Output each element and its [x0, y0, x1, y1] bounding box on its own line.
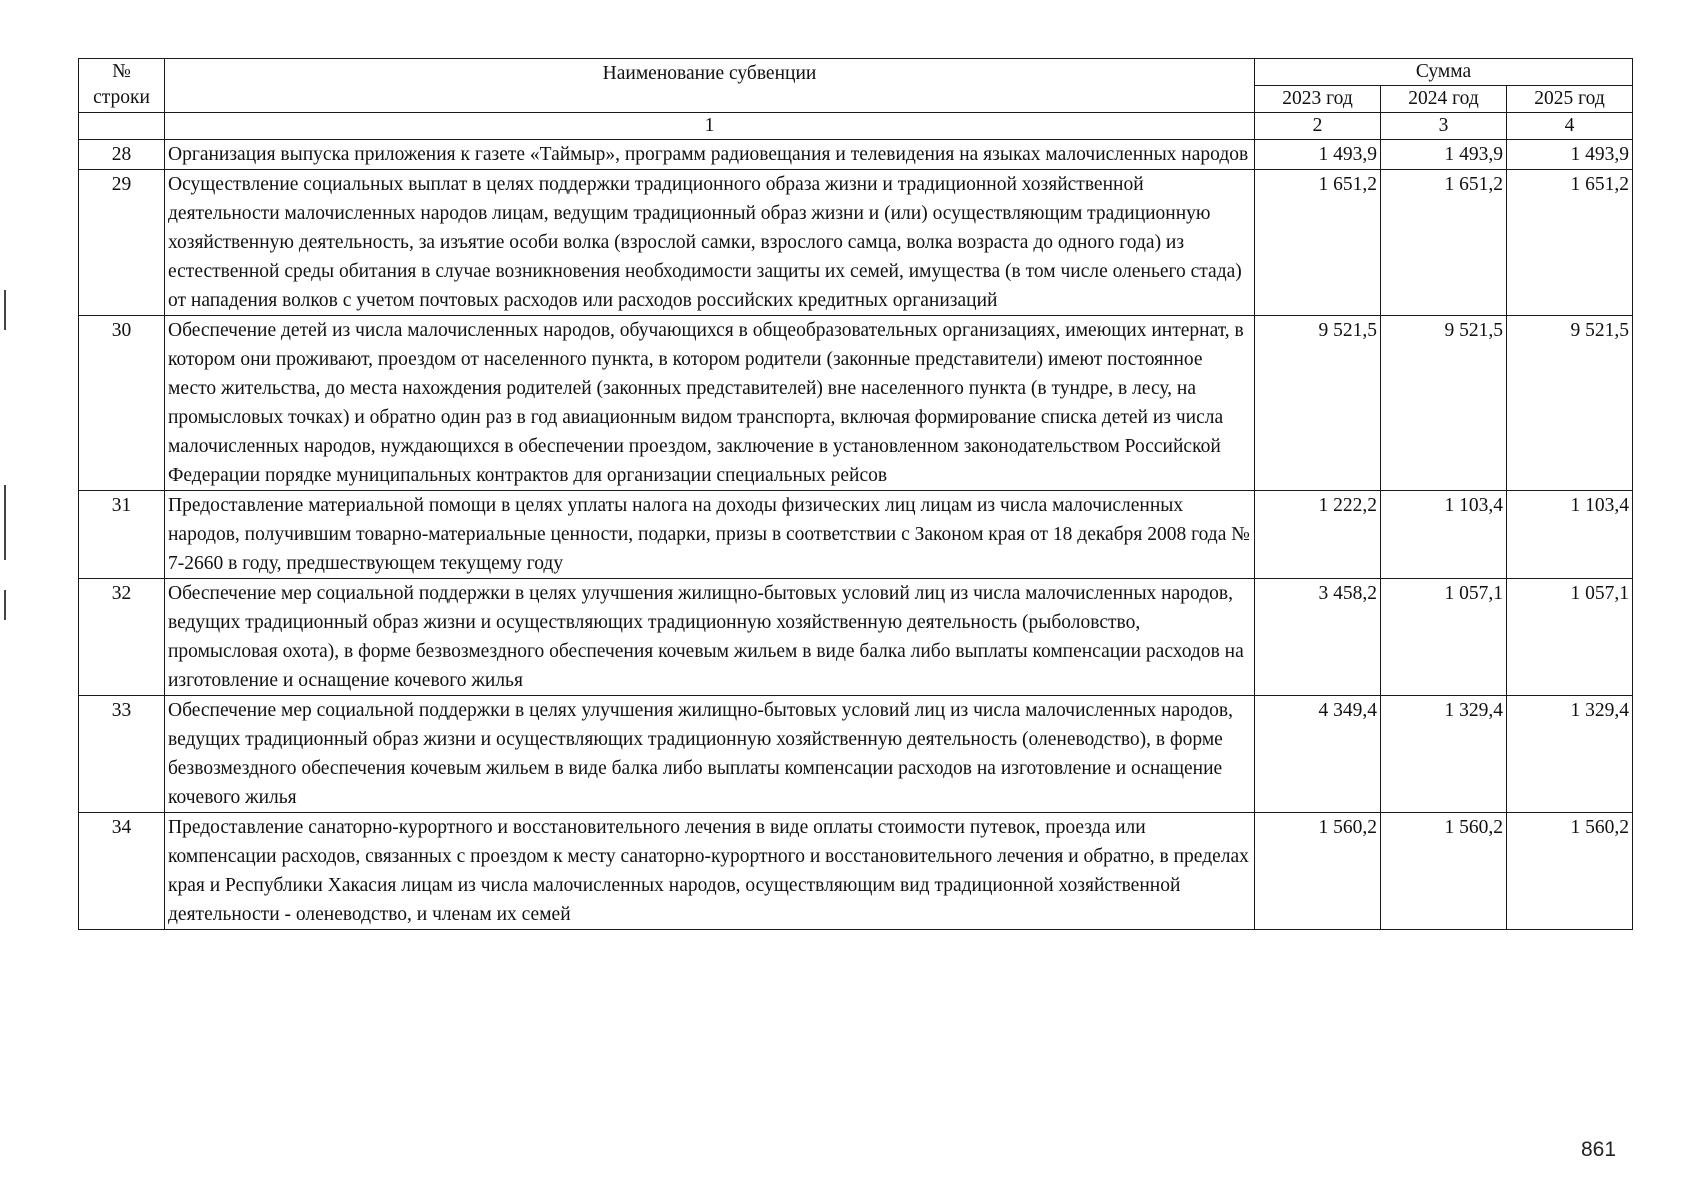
amount-2024: 1 651,2 [1381, 170, 1507, 316]
amount-2024: 1 493,9 [1381, 140, 1507, 170]
table-row [79, 696, 1633, 813]
year-header-2023: 2023 год [1255, 86, 1381, 113]
year-header-2024: 2024 год [1381, 86, 1507, 113]
amount-2025: 9 521,5 [1507, 316, 1633, 491]
amount-2025: 1 560,2 [1507, 813, 1633, 930]
amount-2024: 1 057,1 [1381, 579, 1507, 696]
amount-2025: 1 103,4 [1507, 491, 1633, 579]
row-number-header [79, 59, 165, 113]
amount-2025: 1 057,1 [1507, 579, 1633, 696]
amount-2025: 1 493,9 [1507, 140, 1633, 170]
scan-edge-mark [4, 590, 6, 620]
year-header-2025: 2025 год [1507, 86, 1633, 113]
subvention-name: Предоставление материальной помощи в целях уплаты налога на доходы физических лиц лицам из числа малочисленных народов, получившим товарно-материальные ценности, подарки, призы в соответствии с Законом края от 18 декабря 2008 года № 7-2660 в году, предшествующем текущему году [165, 491, 1255, 579]
table-row [79, 316, 1633, 491]
amount-2025: 1 329,4 [1507, 696, 1633, 813]
table-row [79, 140, 1633, 170]
row-number: 30 [79, 316, 165, 491]
amount-2024: 1 329,4 [1381, 696, 1507, 813]
amount-2025: 1 651,2 [1507, 170, 1633, 316]
page-number: 861 [1581, 1138, 1617, 1161]
amount-2024: 9 521,5 [1381, 316, 1507, 491]
table-row [79, 491, 1633, 579]
row-number: 31 [79, 491, 165, 579]
column-number: 3 [1381, 113, 1507, 140]
row-number: 33 [79, 696, 165, 813]
header-row [79, 59, 1633, 86]
amount-2023: 4 349,4 [1255, 696, 1381, 813]
amount-2023: 1 493,9 [1255, 140, 1381, 170]
column-number: 1 [165, 113, 1255, 140]
column-number-row [79, 113, 1633, 140]
table-row [79, 170, 1633, 316]
amount-2023: 3 458,2 [1255, 579, 1381, 696]
subvention-name: Обеспечение детей из числа малочисленных народов, обучающихся в общеобразовательных организациях, имеющих интернат, в котором они проживают, проездом от населенного пункта, в котором родители (законные представители) имеют постоянное место жительства, до места нахождения родителей (законных представителей) вне населенного пункта (в тундре, в лесу, на промысловых точках) и обратно один раз в год авиационным видом транспорта, включая формирование списка детей из числа малочисленных народов, нуждающихся в обеспечении проездом, заключение в установленном законодательством Российской Федерации порядке муниципальных контрактов для организации специальных рейсов [165, 316, 1255, 491]
subvention-name: Обеспечение мер социальной поддержки в целях улучшения жилищно-бытовых условий лиц из числа малочисленных народов, ведущих традиционный образ жизни и осуществляющих традиционную хозяйственную деятельность (рыболовство, промысловая охота), в форме безвозмездного обеспечения кочевым жильем в виде балка либо выплаты компенсации расходов на изготовление и оснащение кочевого жилья [165, 579, 1255, 696]
amount-2024: 1 103,4 [1381, 491, 1507, 579]
column-number [79, 113, 165, 140]
subventions-table [78, 58, 1633, 930]
column-number: 2 [1255, 113, 1381, 140]
row-number: 29 [79, 170, 165, 316]
table-row [79, 813, 1633, 930]
sum-header: Сумма [1255, 59, 1633, 86]
amount-2023: 1 560,2 [1255, 813, 1381, 930]
amount-2023: 1 222,2 [1255, 491, 1381, 579]
scan-edge-mark [4, 290, 6, 330]
row-number: 34 [79, 813, 165, 930]
subvention-name: Осуществление социальных выплат в целях поддержки традиционного образа жизни и традиционной хозяйственной деятельности малочисленных народов лицам, ведущим традиционный образ жизни и (или) осуществляющим традиционную хозяйственную деятельность, за изъятие особи волка (взрослой самки, взрослого самца, волка возраста до одного года) из естественной среды обитания в случае возникновения необходимости защиты их семей, имущества (в том числе оленьего стада) от нападения волков с учетом почтовых расходов или расходов российских кредитных организаций [165, 170, 1255, 316]
table-row [79, 579, 1633, 696]
subvention-name-header: Наименование субвенции [165, 59, 1255, 113]
subvention-name: Организация выпуска приложения к газете «Таймыр», программ радиовещания и телевидения на языках малочисленных народов [165, 140, 1255, 170]
amount-2023: 1 651,2 [1255, 170, 1381, 316]
column-number: 4 [1507, 113, 1633, 140]
row-number-header-label: № строки [93, 61, 150, 108]
subvention-name: Обеспечение мер социальной поддержки в целях улучшения жилищно-бытовых условий лиц из числа малочисленных народов, ведущих традиционный образ жизни и осуществляющих традиционную хозяйственную деятельность (оленеводство), в форме безвозмездного обеспечения кочевым жильем в виде балка либо выплаты компенсации расходов на изготовление и оснащение кочевого жилья [165, 696, 1255, 813]
scan-edge-mark [4, 485, 6, 560]
amount-2024: 1 560,2 [1381, 813, 1507, 930]
subvention-name: Предоставление санаторно-курортного и восстановительного лечения в виде оплаты стоимости путевок, проезда или компенсации расходов, связанных с проездом к месту санаторно-курортного и восстановительного лечения и обратно, в пределах края и Республики Хакасия лицам из числа малочисленных народов, осуществляющим вид традиционной хозяйственной деятельности - оленеводство, и членам их семей [165, 813, 1255, 930]
row-number: 28 [79, 140, 165, 170]
amount-2023: 9 521,5 [1255, 316, 1381, 491]
row-number: 32 [79, 579, 165, 696]
